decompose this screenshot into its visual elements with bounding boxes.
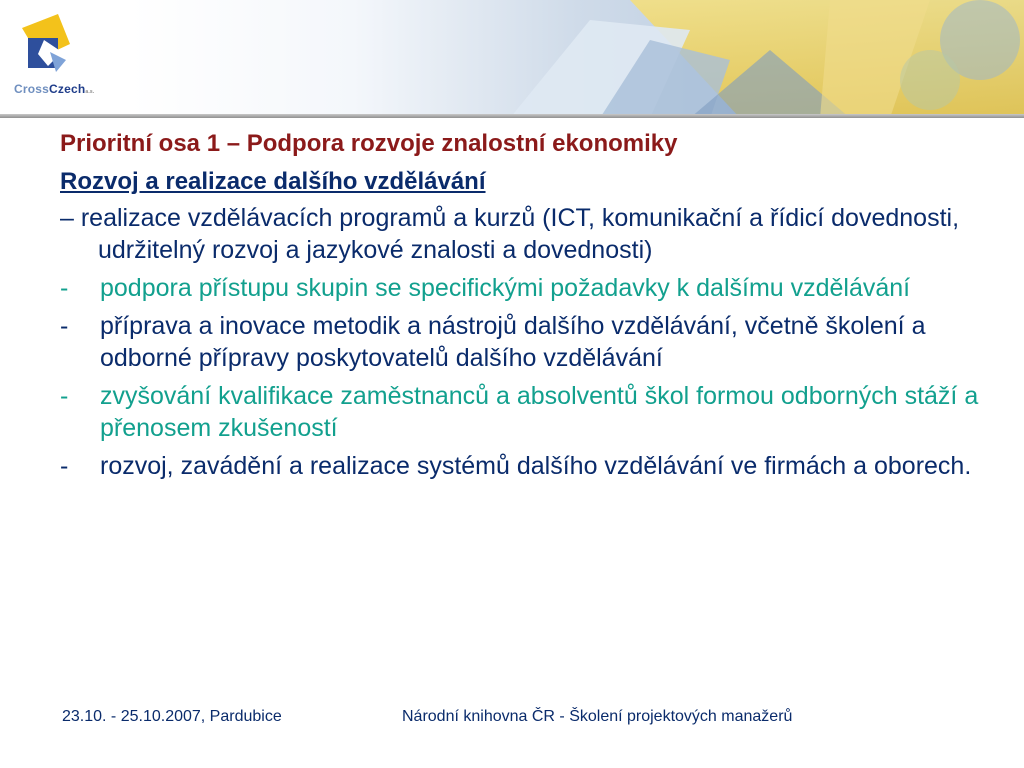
crossczech-logo (0, 0, 130, 118)
bullet-marker: - (60, 312, 69, 340)
footer-organizer: Národní knihovna ČR - Školení projektových manažerů (402, 708, 793, 725)
slide-footer (62, 708, 792, 726)
bullet-marker: - (60, 274, 69, 302)
lead-paragraph: – realizace vzdělávacích programů a kurzů (ICT, komunikační a řídicí dovednosti, udržitelný rozvoj a jazykové znalosti a dovednosti) (60, 204, 960, 264)
slide-content (60, 130, 990, 488)
bullet-list (60, 272, 990, 482)
bullet-marker: - (60, 452, 69, 480)
logo-brand-czech: Czech (49, 82, 86, 96)
list-item-text: příprava a inovace metodik a nástrojů dalšího vzdělávání, včetně školení a odborné přípravy poskytovatelů dalšího vzdělávání (100, 312, 926, 372)
list-item (60, 310, 990, 374)
logo-brand-suffix: a.s. (85, 89, 95, 95)
list-item-text: podpora přístupu skupin se specifickými požadavky k dalšímu vzdělávání (100, 274, 911, 302)
list-item (60, 380, 990, 444)
footer-date-place: 23.10. - 25.10.2007, Pardubice (62, 708, 282, 725)
logo-wordmark (14, 82, 95, 96)
logo-brand-cross: Cross (14, 82, 50, 96)
header-banner-art (130, 0, 1024, 118)
bullet-marker: - (60, 382, 69, 410)
slide-subtitle: Rozvoj a realizace dalšího vzdělávání (60, 168, 486, 195)
header-divider (0, 114, 1024, 118)
list-item-text: zvyšování kvalifikace zaměstnanců a absolventů škol formou odborných stáží a přenosem zkušeností (100, 382, 979, 442)
logo-mark-icon (0, 0, 130, 118)
slide-title: Prioritní osa 1 – Podpora rozvoje znalostní ekonomiky (60, 130, 678, 157)
list-item-text: rozvoj, zavádění a realizace systémů dalšího vzdělávání ve firmách a oborech. (100, 452, 972, 480)
list-item (60, 450, 990, 482)
slide-header (0, 0, 1024, 118)
list-item (60, 272, 990, 304)
